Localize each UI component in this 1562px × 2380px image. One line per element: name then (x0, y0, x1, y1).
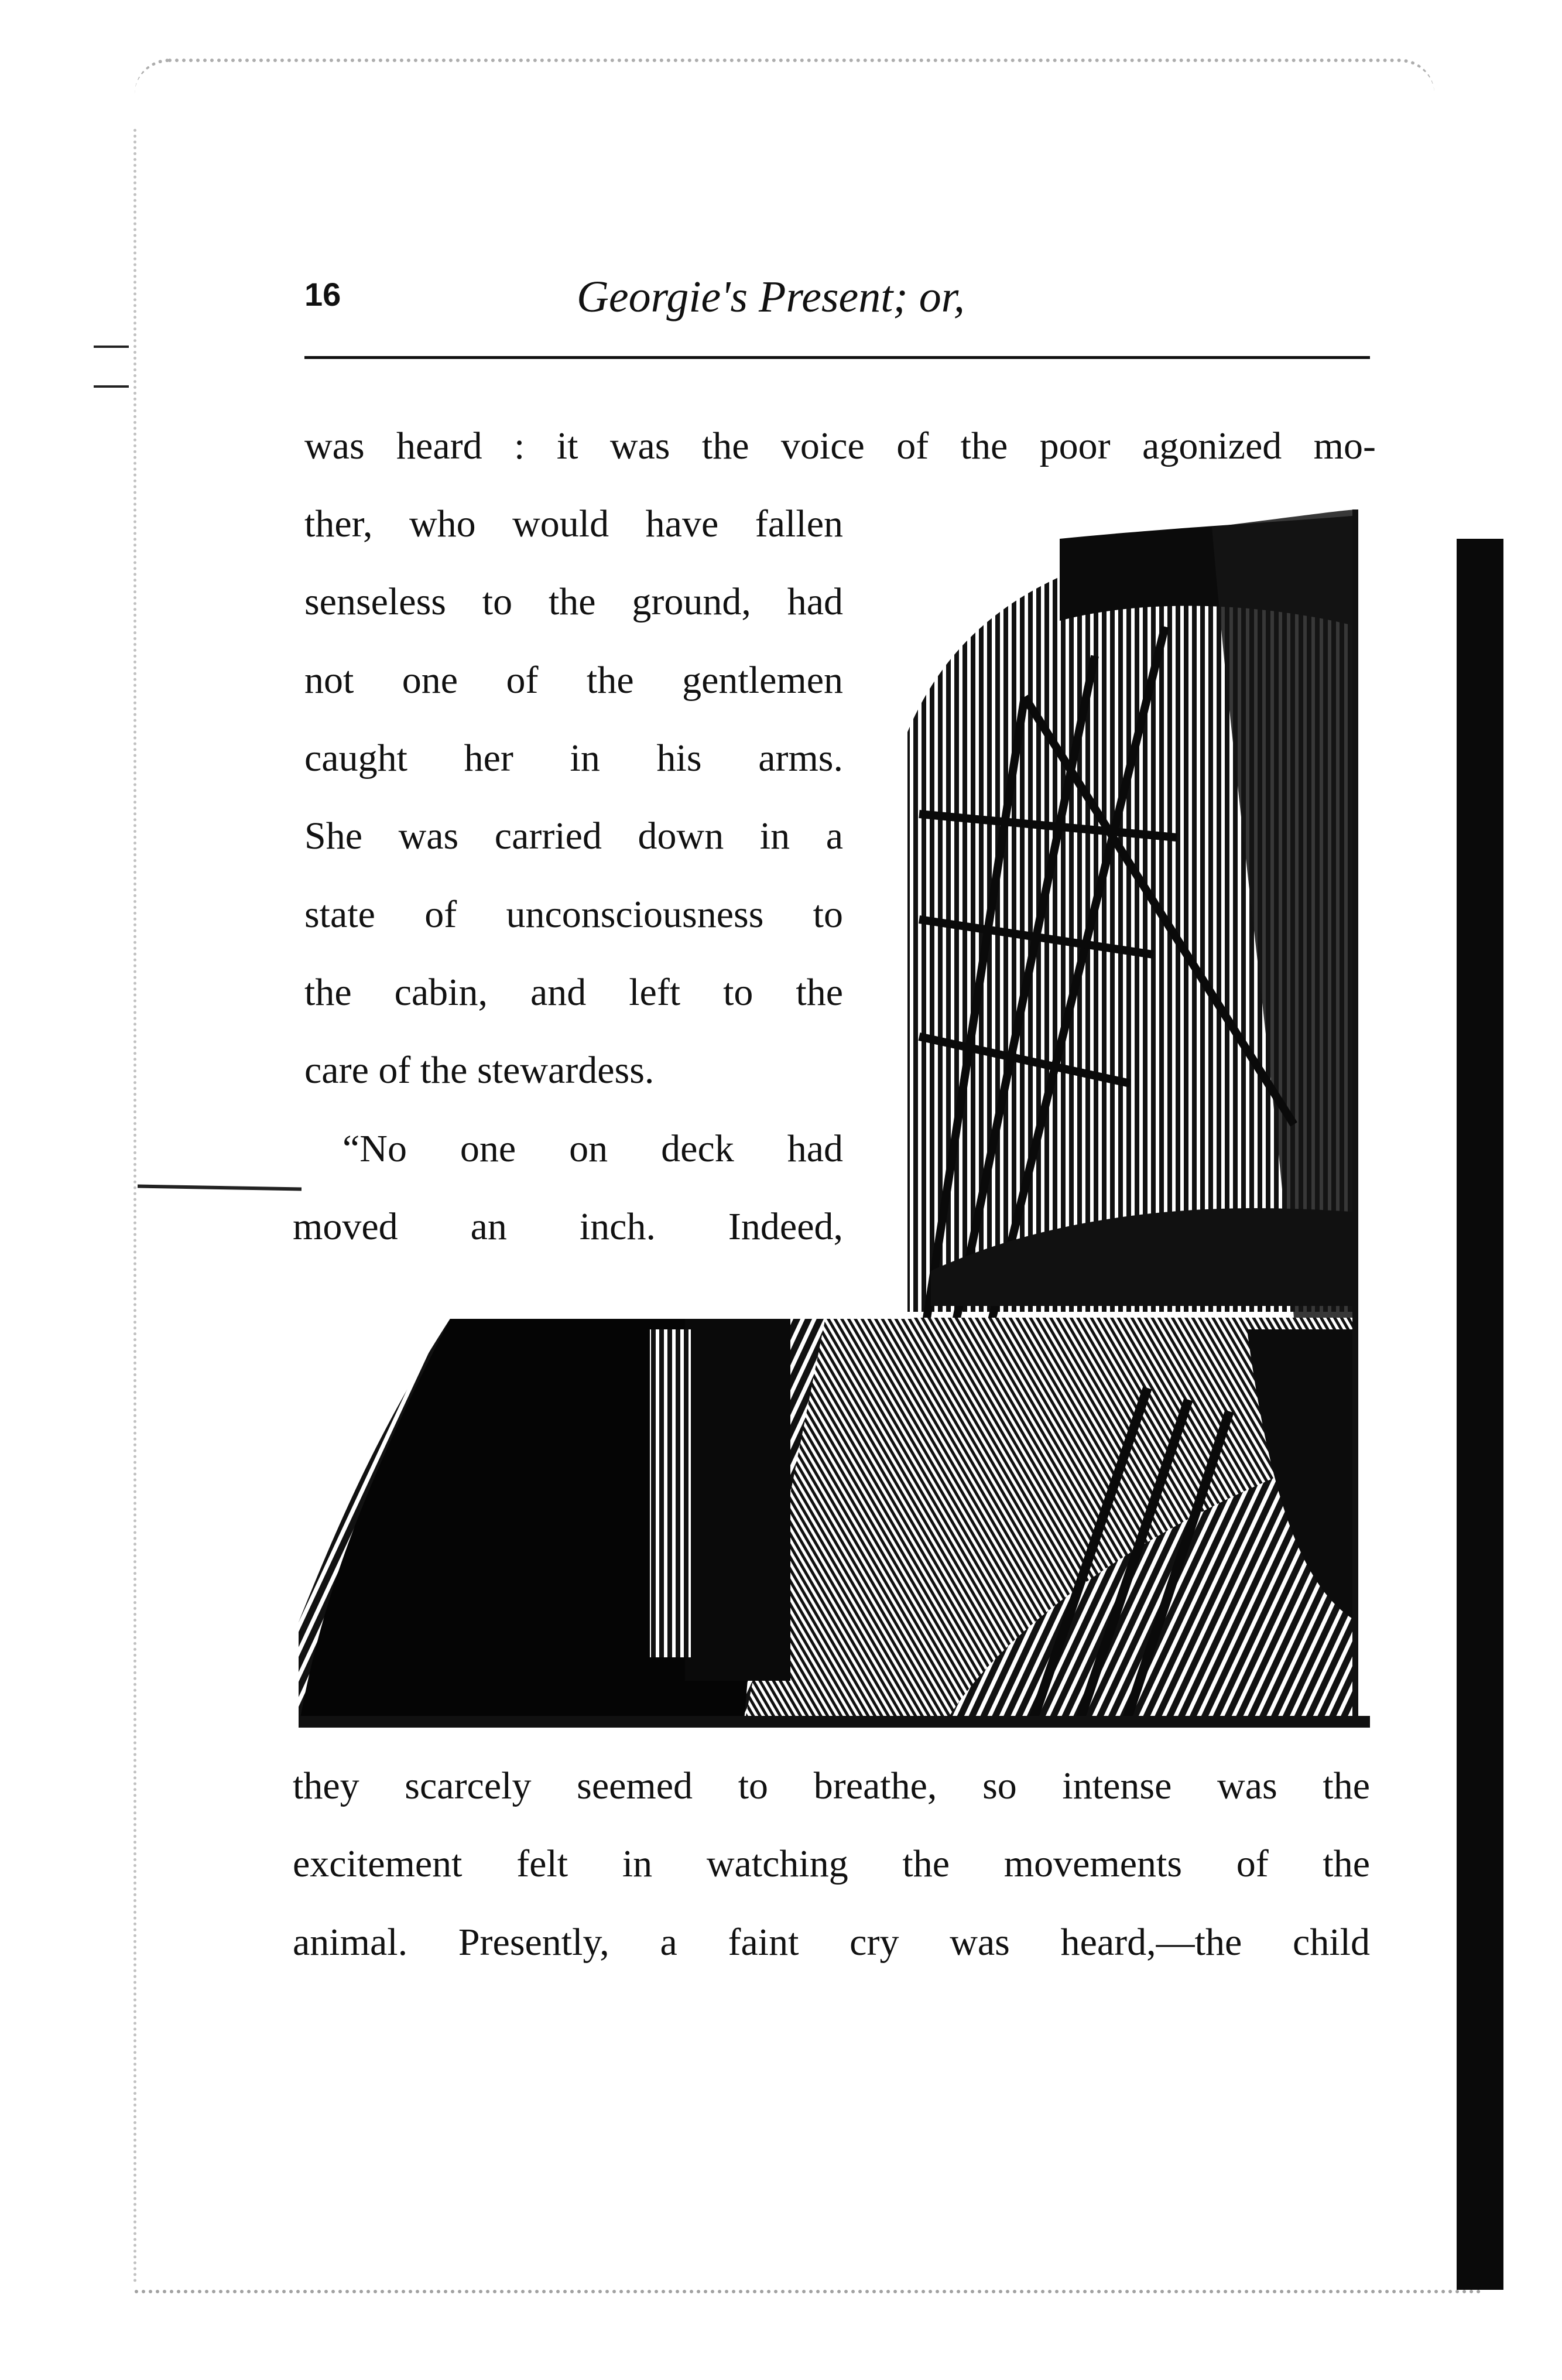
scan-edge-bottom (135, 2272, 1481, 2293)
text-line: caught her in his arms. (304, 737, 843, 779)
page-number: 16 (304, 276, 341, 313)
running-head (304, 272, 1370, 328)
scan-edge-left (133, 129, 140, 2284)
margin-mark (94, 346, 129, 348)
binding-shadow (1457, 539, 1503, 2290)
text-line: care of the stewardess. (304, 1049, 655, 1092)
text-line: the cabin, and left to the (304, 971, 843, 1014)
page-tear-line (138, 1185, 302, 1191)
text-line: they scarcely seemed to breathe, so intense was the (293, 1765, 1370, 1807)
text-line: was heard : it was the voice of the poor agonized mo- (304, 425, 1376, 467)
margin-mark (94, 385, 129, 388)
header-rule (304, 356, 1370, 359)
text-line: state of unconsciousness to (304, 893, 843, 936)
text-line: moved an inch. Indeed, (293, 1205, 843, 1248)
text-line: senseless to the ground, had (304, 580, 843, 623)
text-line: not one of the gentlemen (304, 659, 843, 702)
text-line: animal. Presently, a faint cry was heard,—the child (293, 1921, 1370, 1964)
text-line: excitement felt in watching the movements of the (293, 1842, 1370, 1885)
ship-deck-engraving (299, 509, 1370, 1728)
text-line: ther, who would have fallen (304, 502, 843, 545)
scan-edge-top (135, 59, 1434, 132)
running-title: Georgie's Present; or, (577, 272, 965, 322)
text-line: “No one on deck had (342, 1127, 843, 1170)
text-line: She was carried down in a (304, 815, 843, 857)
